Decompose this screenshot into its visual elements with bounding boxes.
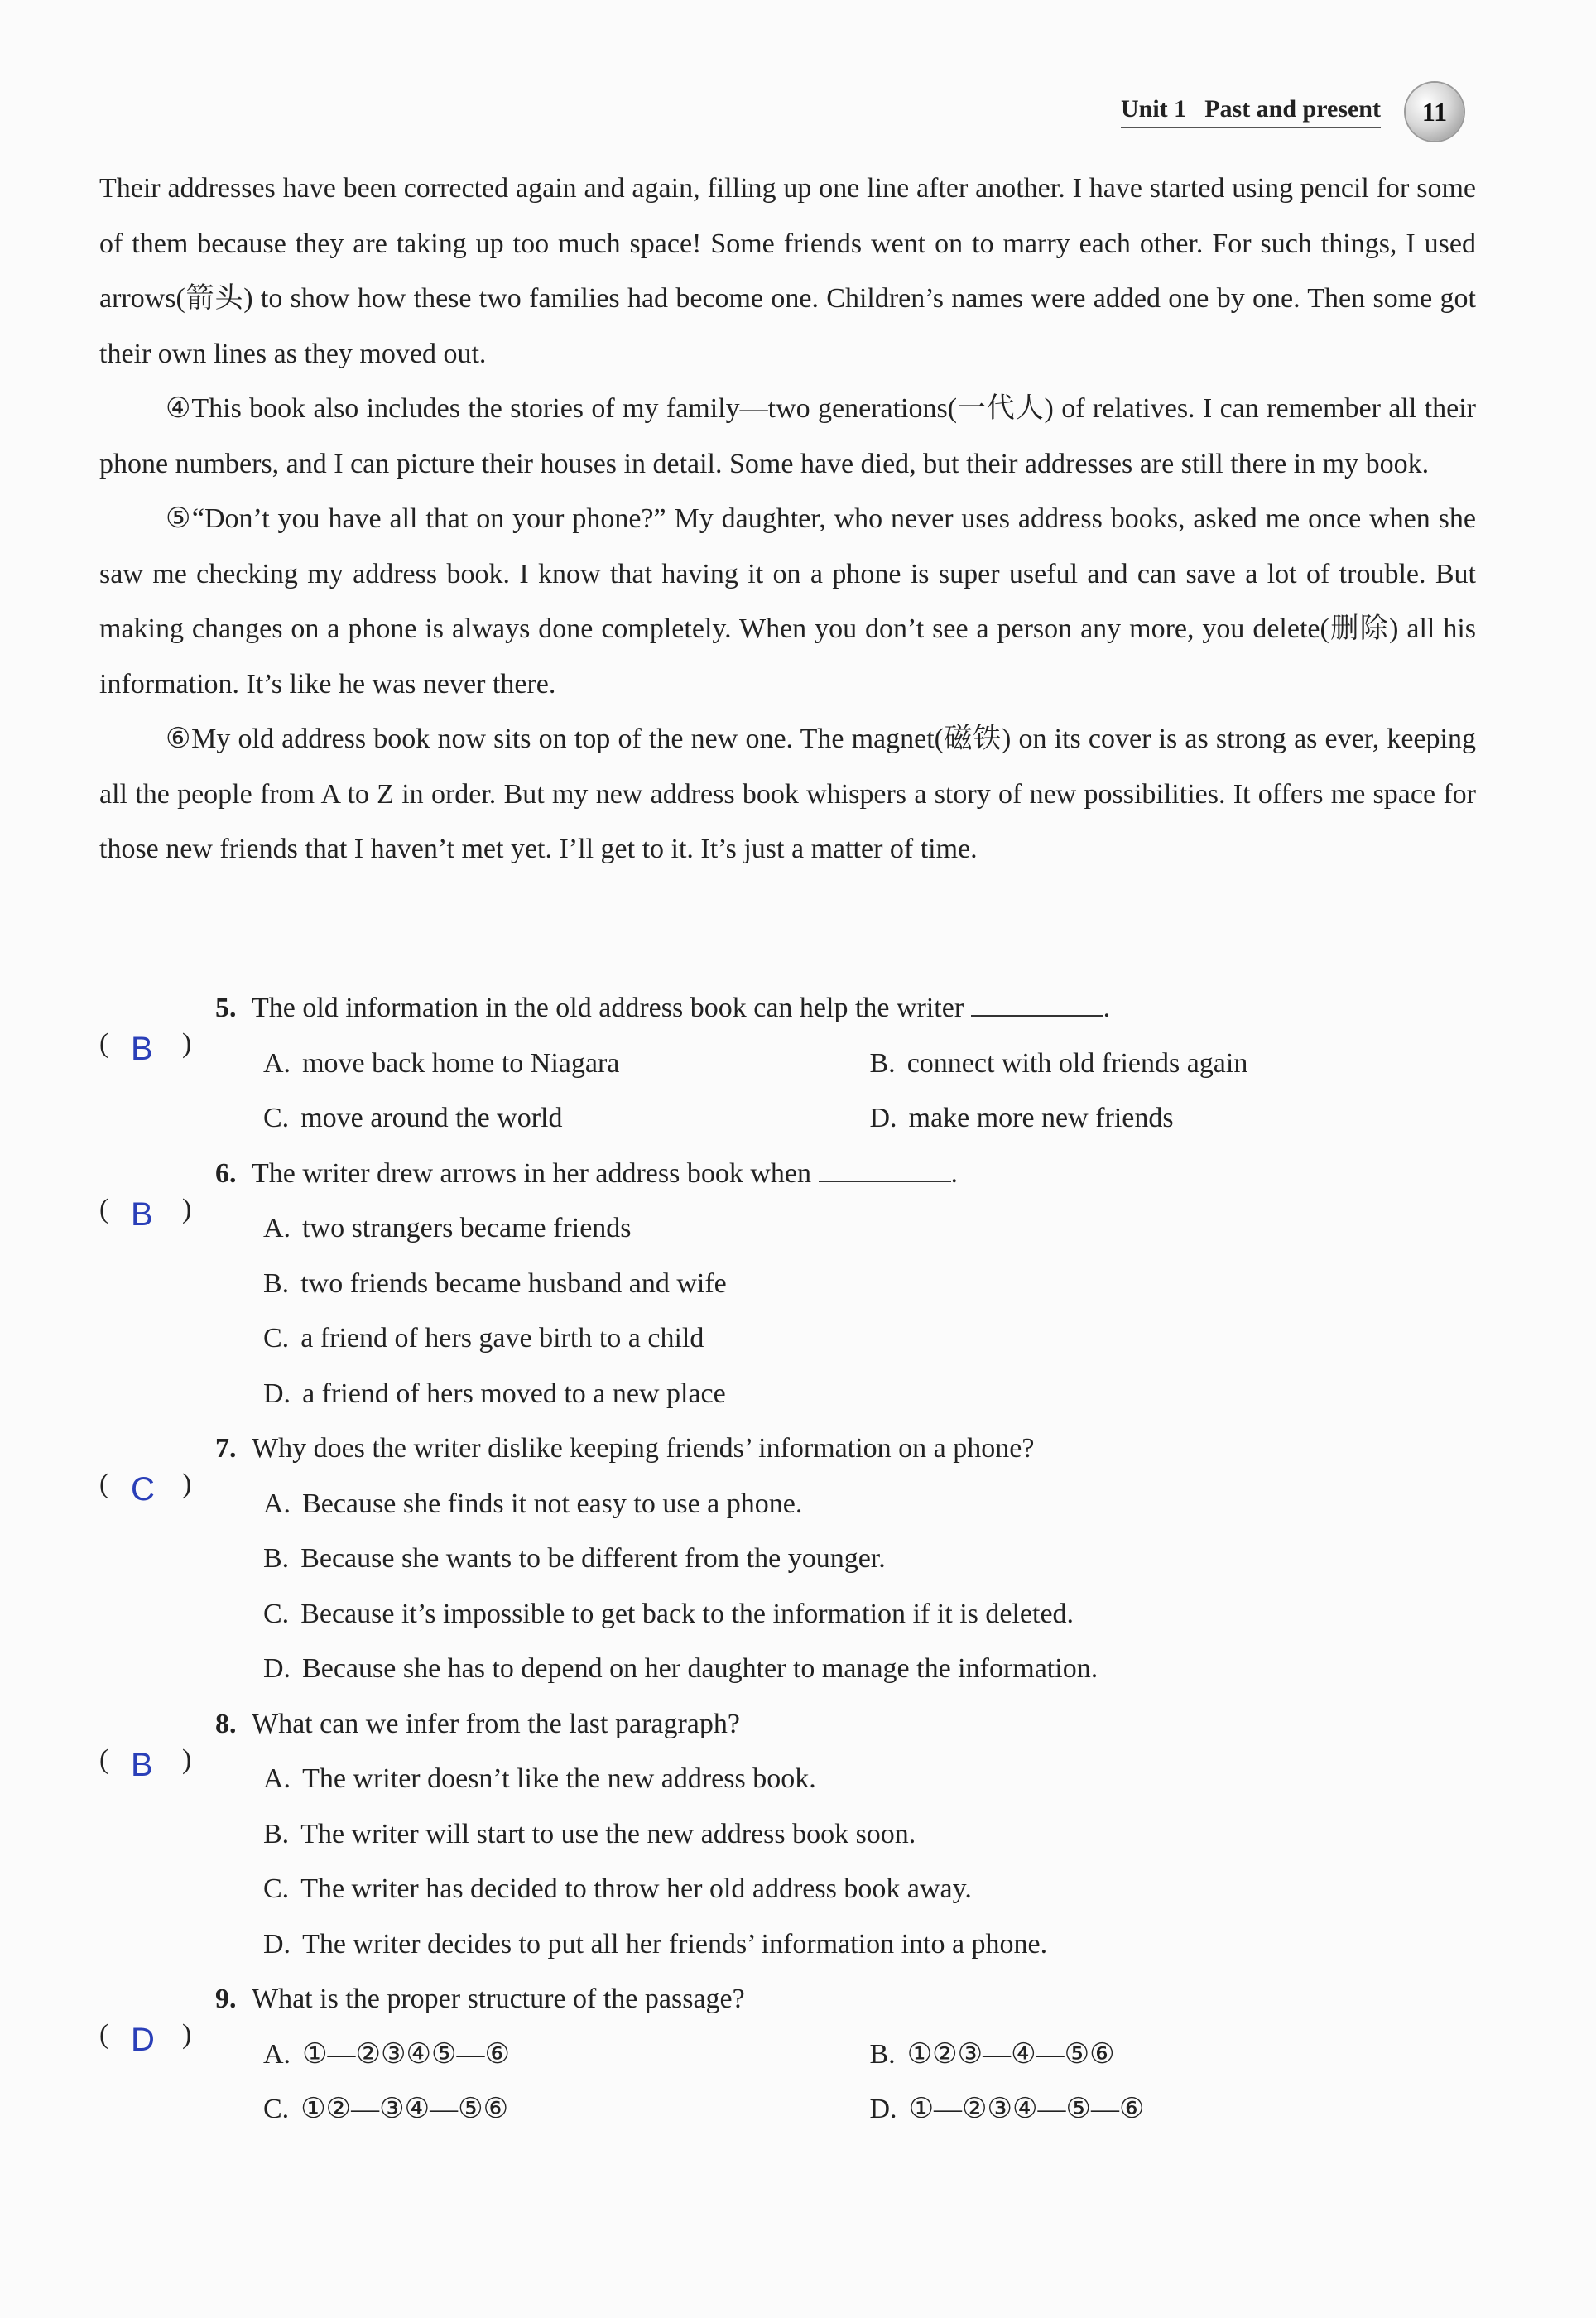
stem-end: . <box>1103 993 1111 1023</box>
option-d[interactable]: D. ①—②③④—⑤—⑥ <box>869 2094 1145 2124</box>
question-stem: What can we infer from the last paragraph? <box>252 1708 740 1739</box>
question-9: ( D ) 9. What is the proper structure of the passage? <box>99 1972 1476 2027</box>
option-a[interactable]: A. move back home to Niagara <box>263 1047 620 1079</box>
paragraph-5: ⑤“Don’t you have all that on your phone?” My daughter, who never uses address books, asked me once when she saw me checking my address book. I know that having it on a phone is super useful and can save a lot of trouble. But making changes on a phone is always done completely. When you don’t see a person any more, you delete(删除) all his information. It’s like he was never there. <box>99 503 1476 700</box>
option-a[interactable]: A. Because she finds it not easy to use a phone. <box>263 1488 803 1519</box>
page-number-badge <box>1406 83 1464 141</box>
answer-mark: B <box>131 1031 153 1067</box>
option-d[interactable]: D. a friend of hers moved to a new place <box>263 1378 726 1409</box>
option-c[interactable]: C. ①②—③④—⑤⑥ <box>263 2094 509 2124</box>
answer-mark: B <box>131 1195 153 1233</box>
option-b[interactable]: B. ①②③—④—⑤⑥ <box>869 2038 1115 2070</box>
answer-mark: C <box>131 1471 155 1508</box>
question-stem <box>252 981 1110 1036</box>
paragraph-continued: Their addresses have been corrected again and again, filling up one line after another. I have started using pencil for some of them because they are taking up too much space! Some friends went on to marry each other. For such things, I used arrows(箭头) to show how these two families had become one. Children’s names were added one by one. Then some got their own lines as they moved out. <box>99 173 1476 369</box>
option-c[interactable]: C. The writer has decided to throw her old address book away. <box>263 1873 972 1904</box>
stem-end: . <box>950 1157 958 1189</box>
option-a[interactable]: A. The writer doesn’t like the new address book. <box>263 1763 816 1794</box>
answer-blank <box>819 1156 951 1182</box>
option-b[interactable]: B. The writer will start to use the new address book soon. <box>263 1818 916 1849</box>
question-number: 9. <box>215 1984 237 2014</box>
question-list <box>99 981 1476 2138</box>
answer-blank <box>971 990 1103 1017</box>
option-c[interactable]: C. a friend of hers gave birth to a child <box>263 1323 704 1354</box>
page-header <box>1121 83 1464 141</box>
option-b[interactable]: B. two friends became husband and wife <box>263 1267 727 1299</box>
unit-label: Unit 1 <box>1121 95 1187 123</box>
question-number: 5. <box>215 993 237 1023</box>
option-b[interactable]: B. Because she wants to be different from the younger. <box>263 1543 886 1574</box>
question-5: ( B ) 5. The old information in the old address book can help the writer . <box>99 981 1476 1036</box>
option-d[interactable]: D. The writer decides to put all her friends’ information into a phone. <box>263 1928 1048 1960</box>
option-a[interactable]: A. two strangers became friends <box>263 1213 632 1243</box>
unit-title <box>1121 95 1381 128</box>
options-6 <box>99 1201 1476 1421</box>
options-9 <box>99 2027 1476 2138</box>
option-d[interactable]: D. Because she has to depend on her daughter to manage the information. <box>263 1653 1098 1684</box>
question-stem: Why does the writer dislike keeping friends’ information on a phone? <box>252 1433 1035 1464</box>
options-5 <box>99 1036 1476 1147</box>
paragraph-6: ⑥My old address book now sits on top of the new one. The magnet(磁铁) on its cover is as strong as ever, keeping all the people from A to Z in order. But my new address book whispers a story of new possibilities. It offers me space for those new friends that I haven’t met yet. I’ll get to it. It’s just a matter of time. <box>99 724 1476 864</box>
option-b[interactable]: B. connect with old friends again <box>869 1047 1248 1079</box>
option-d[interactable]: D. make more new friends <box>869 1103 1174 1133</box>
options-7 <box>99 1477 1476 1697</box>
question-number: 7. <box>215 1433 237 1464</box>
reading-passage <box>99 161 1476 878</box>
question-8: ( B ) 8. What can we infer from the last paragraph? <box>99 1697 1476 1753</box>
stem-text: The old information in the old address book can help the writer <box>252 993 964 1023</box>
page-number: 11 <box>1421 96 1448 127</box>
question-7: ( C ) 7. Why does the writer dislike keeping friends’ information on a phone? <box>99 1421 1476 1477</box>
option-c[interactable]: C. Because it’s impossible to get back to the information if it is deleted. <box>263 1598 1074 1629</box>
unit-subtitle: Past and present <box>1204 95 1381 123</box>
question-number: 6. <box>215 1157 237 1189</box>
question-stem: What is the proper structure of the passage? <box>252 1984 745 2014</box>
stem-text: The writer drew arrows in her address book when <box>252 1157 811 1189</box>
question-number: 8. <box>215 1708 237 1739</box>
paragraph-4: ④This book also includes the stories of my family—two generations(一代人) of relatives. I can remember all their phone numbers, and I can picture their houses in detail. Some have died, but their addresses are still there in my book. <box>99 393 1476 479</box>
answer-mark: B <box>131 1746 153 1783</box>
option-a[interactable]: A. ①—②③④⑤—⑥ <box>263 2038 510 2070</box>
question-stem <box>252 1147 958 1202</box>
options-8 <box>99 1752 1476 1972</box>
option-c[interactable]: C. move around the world <box>263 1103 563 1133</box>
answer-mark: D <box>131 2022 155 2058</box>
question-6: ( B ) 6. The writer drew arrows in her address book when . <box>99 1147 1476 1202</box>
